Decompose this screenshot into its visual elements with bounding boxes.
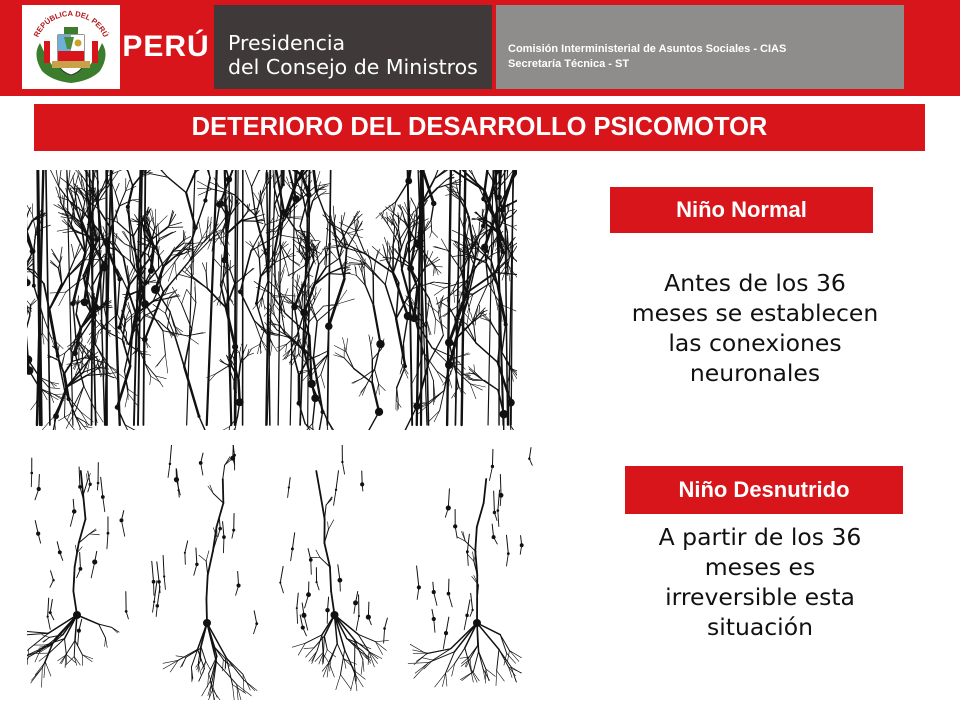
institution-line-2: del Consejo de Ministros [228, 55, 478, 79]
institution-name [214, 5, 492, 89]
commission-info [496, 5, 904, 89]
institution-line-1: Presidencia [228, 31, 346, 55]
malnourished-caption-line: A partir de los 36 [658, 523, 862, 551]
normal-caption-line: meses se establecen [631, 299, 879, 327]
svg-text:REPÚBLICA DEL PERÚ: REPÚBLICA DEL PERÚ [31, 8, 111, 39]
country-name: PERÚ [120, 5, 212, 89]
commission-line-1: Comisión Interministerial de Asuntos Sociales - CIAS [508, 43, 787, 55]
normal-caption-line: Antes de los 36 [664, 269, 846, 297]
malnourished-neurons-image [27, 445, 542, 700]
malnourished-child-label: Niño Desnutrido [625, 466, 903, 514]
malnourished-caption-line: irreversible esta [665, 583, 855, 611]
commission-line-2: Secretaría Técnica - ST [508, 58, 630, 70]
slide-title: DETERIORO DEL DESARROLLO PSICOMOTOR [34, 104, 925, 151]
malnourished-caption [605, 522, 915, 642]
normal-caption-line: las conexiones [668, 329, 842, 357]
normal-caption [600, 268, 910, 388]
normal-neurons-image [27, 170, 517, 430]
coat-of-arms-logo [22, 5, 120, 89]
header-bar [0, 0, 960, 96]
normal-caption-line: neuronales [689, 359, 821, 387]
malnourished-caption-line: situación [706, 613, 813, 641]
normal-child-label: Niño Normal [610, 187, 873, 233]
malnourished-caption-line: meses es [704, 553, 816, 581]
